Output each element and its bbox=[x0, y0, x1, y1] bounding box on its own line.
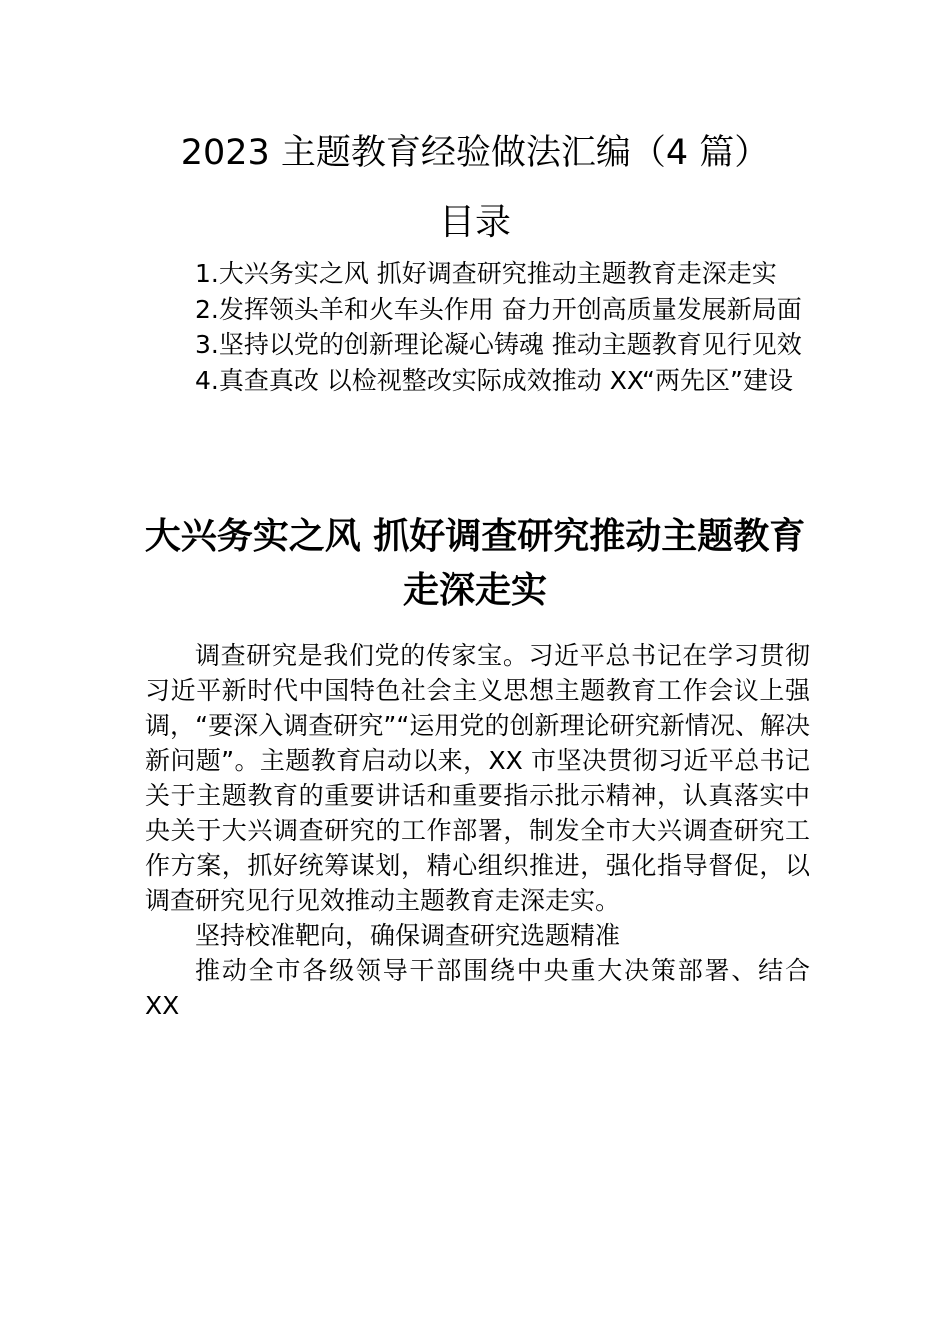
body-paragraph: 调查研究是我们党的传家宝。习近平总书记在学习贯彻习近平新时代中国特色社会主义思想主题教育工作会议上强调，“要深入调查研究”“运用党的创新理论研究新情况、解决新问题”。主题教育启动以来，XX 市坚决贯彻习近平总书记关于主题教育的重要讲话和重要指示批示精神，认真落实中央关于大兴调查研究的工作部署，制发全市大兴调查研究工作方案，抓好统筹谋划，精心组织推进，强化指导督促，以调查研究见行见效推动主题教育走深走实。 bbox=[145, 641, 810, 915]
article-body bbox=[145, 638, 810, 1023]
toc-heading: 目录 bbox=[438, 202, 511, 243]
toc-item-2[interactable]: 2.发挥领头羊和火车头作用 奋力开创高质量发展新局面 bbox=[195, 294, 802, 324]
toc-item-4[interactable]: 4.真查真改 以检视整改实际成效推动 XX“两先区”建设 bbox=[195, 365, 793, 395]
table-of-contents bbox=[145, 256, 810, 398]
document-title: 2023 主题教育经验做法汇编（4 篇） bbox=[180, 133, 770, 173]
body-paragraph: 推动全市各级领导干部围绕中央重大决策部署、结合 XX bbox=[145, 956, 810, 1020]
article-title: 大兴务实之风 抓好调查研究推动主题教育走深走实 bbox=[144, 516, 806, 611]
toc-item-3[interactable]: 3.坚持以党的创新理论凝心铸魂 推动主题教育见行见效 bbox=[195, 330, 802, 359]
toc-item-1[interactable]: 1.大兴务实之风 抓好调查研究推动主题教育走深走实 bbox=[195, 259, 777, 288]
section-subheading: 坚持校准靶向，确保调查研究选题精准 bbox=[195, 921, 621, 950]
